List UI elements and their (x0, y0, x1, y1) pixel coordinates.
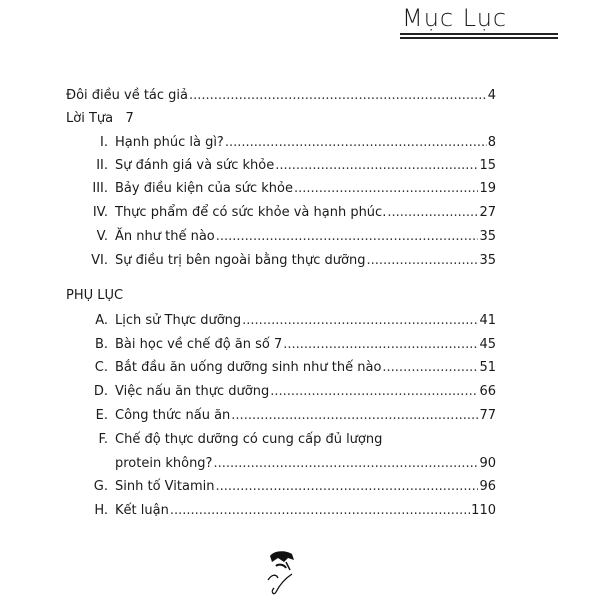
leader-dots (216, 229, 479, 244)
entry-page: 45 (479, 337, 496, 352)
entry-text: Ăn như thế nào (115, 229, 215, 244)
entry-page: 110 (471, 503, 496, 518)
toc-entry[interactable] (66, 181, 496, 201)
entry-page: 8 (487, 135, 496, 150)
leader-dots (215, 479, 478, 494)
entry-text: Việc nấu ăn thực dưỡng (115, 384, 270, 399)
leader-dots (170, 503, 470, 518)
toc-entry[interactable] (66, 313, 496, 333)
toc-entry[interactable] (66, 479, 496, 499)
toc-entry[interactable] (66, 503, 496, 523)
title-underline (400, 37, 558, 39)
leader-dots (382, 360, 478, 375)
leader-dots (275, 158, 478, 173)
toc-entry[interactable] (66, 135, 496, 155)
entry-text: Lịch sử Thực dưỡng (115, 313, 242, 328)
entry-number: A. (95, 313, 108, 328)
entry-page: 4 (487, 88, 496, 103)
toc-entry[interactable] (66, 360, 496, 380)
leader-dots (213, 456, 478, 471)
entry-page: 77 (479, 408, 496, 423)
toc-entry[interactable] (66, 408, 496, 428)
toc-entry[interactable] (66, 205, 496, 225)
entry-number: D. (93, 384, 108, 399)
entry-text: Bảy điều kiện của sức khỏe (115, 181, 293, 196)
entry-page: 96 (479, 479, 496, 494)
entry-text: Đôi điều về tác giả (66, 88, 189, 103)
leader-dots (231, 408, 478, 423)
entry-text: Bài học về chế độ ăn số 7 (115, 337, 283, 352)
entry-page: 51 (479, 360, 496, 375)
entry-text: Bắt đầu ăn uống dưỡng sinh như thế nào (115, 360, 382, 375)
entry-number: H. (94, 503, 108, 518)
entry-text: Thực phẩm để có sức khỏe và hạnh phúc. (115, 205, 387, 220)
entry-page: 19 (479, 181, 496, 196)
leader-dots (189, 88, 487, 103)
entry-text: Kết luận (115, 503, 169, 518)
author-portrait-logo (264, 548, 298, 598)
entry-page: 90 (479, 456, 496, 471)
entry-number: V. (96, 229, 108, 244)
toc-entry[interactable] (66, 158, 496, 178)
entry-page: 41 (479, 313, 496, 328)
entry-text: Sự điều trị bên ngoài bằng thực dưỡng (115, 253, 366, 268)
entry-text: Hạnh phúc là gì? (115, 135, 224, 150)
entry-text: Công thức nấu ăn (115, 408, 231, 423)
entry-number: G. (93, 479, 108, 494)
entry-page: 27 (479, 205, 496, 220)
entry-number: IV. (92, 205, 108, 220)
entry-page: 15 (479, 158, 496, 173)
page-title: Mục Lục (402, 4, 508, 32)
leader-dots (283, 337, 478, 352)
toc-entry[interactable] (66, 229, 496, 249)
entry-number: F. (98, 432, 108, 447)
entry-text: Sinh tố Vitamin (115, 479, 215, 494)
toc-entry-intro[interactable] (66, 88, 496, 108)
leader-dots (294, 181, 479, 196)
entry-text: Lời Tựa (66, 111, 114, 126)
entry-page: 35 (479, 229, 496, 244)
entry-page: 7 (125, 111, 134, 126)
entry-number: C. (94, 360, 108, 375)
entry-number: VI. (91, 253, 108, 268)
toc-entry-continued[interactable] (66, 456, 496, 476)
toc-entry[interactable] (66, 384, 496, 404)
entry-page: 35 (479, 253, 496, 268)
entry-text: Chế độ thực dưỡng có cung cấp đủ lượng (115, 432, 383, 447)
entry-text: protein không? (115, 456, 213, 471)
entry-text: Sự đánh giá và sức khỏe (115, 158, 275, 173)
entry-number: E. (95, 408, 108, 423)
entry-number: I. (100, 135, 108, 150)
toc-entry-preface[interactable] (66, 111, 134, 126)
leader-dots (225, 135, 487, 150)
entry-number: B. (94, 337, 108, 352)
leader-dots (387, 205, 478, 220)
toc-entry[interactable] (66, 337, 496, 357)
toc-entry[interactable] (66, 253, 496, 273)
leader-dots (242, 313, 478, 328)
entry-page: 66 (479, 384, 496, 399)
entry-number: II. (96, 158, 108, 173)
title-underline (400, 33, 558, 35)
leader-dots (270, 384, 478, 399)
appendix-heading: PHỤ LỤC (66, 288, 124, 303)
leader-dots (366, 253, 478, 268)
entry-number: III. (92, 181, 108, 196)
toc-entry[interactable] (66, 432, 496, 452)
